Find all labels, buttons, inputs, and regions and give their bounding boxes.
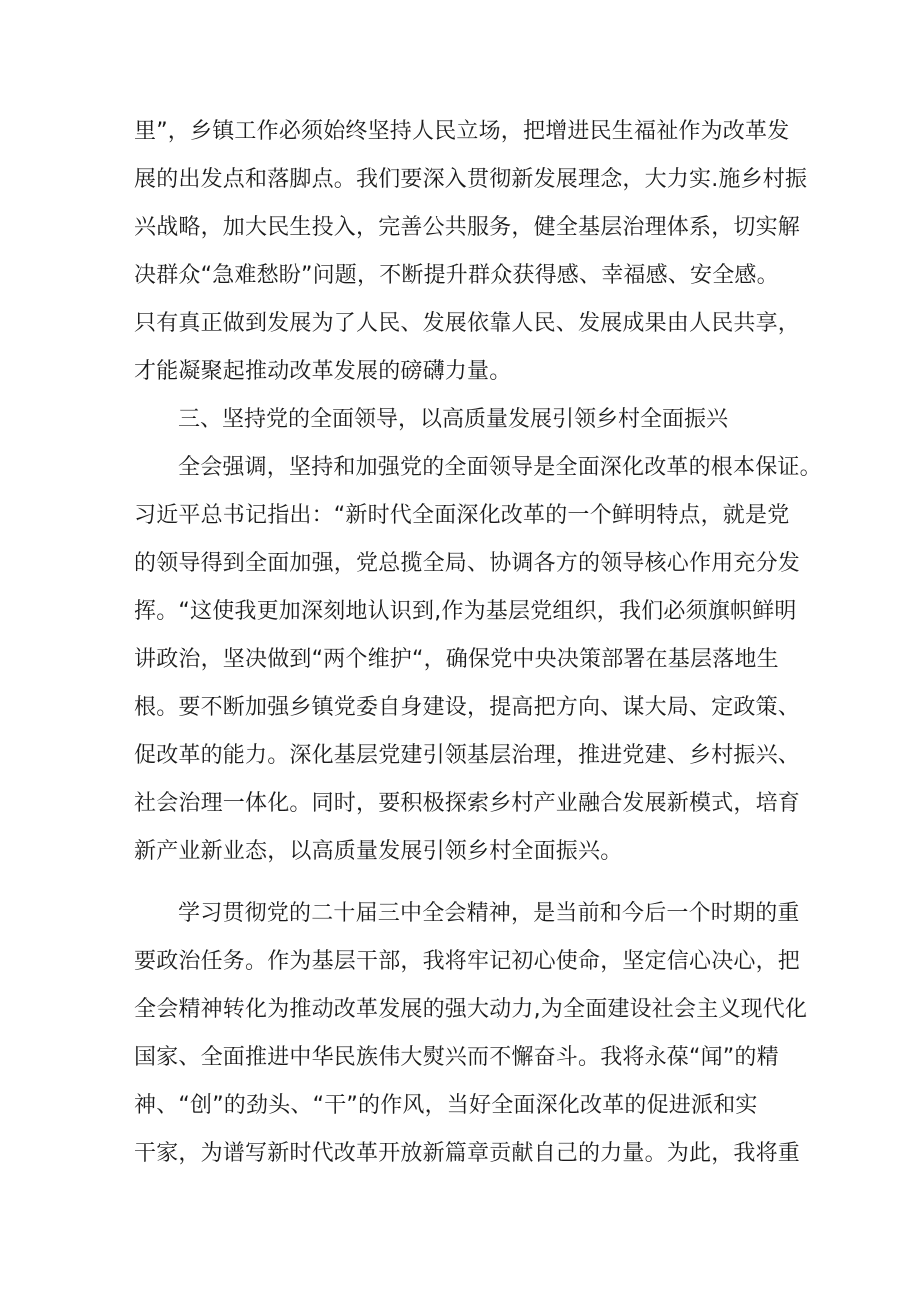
document-body	[134, 108, 822, 1178]
text-line: 兴战略，加大民生投入，完善公共服务，健全基层治理体系，切实解	[134, 215, 801, 240]
paragraph-gap	[134, 876, 794, 890]
text-line: 只有真正做到发展为了人民、发展依靠人民、发展成果由人民共享，	[134, 311, 801, 336]
text-line: 国家、全面推进中华民族伟大熨兴而不懈奋斗。我将永葆“闻”的精	[134, 1045, 779, 1070]
text-line: 才能凝聚起推动改革发展的磅礴力量。	[134, 359, 512, 384]
paragraph-people-centered	[134, 108, 808, 396]
text-line: 新产业新业态，以高质量发展引领乡村全面振兴。	[134, 839, 623, 864]
text-line: 促改革的能力。深化基层党建引领基层治理，推进党建、乡村振兴、	[134, 743, 801, 768]
text-line: 要政治任务。作为基层干部，我将牢记初心使命，坚定信心决心，把	[134, 949, 801, 974]
text-line: 学习贯彻党的二十届三中全会精神，是当前和今后一个时期的重	[178, 901, 800, 926]
text-line: 讲政治，坚决做到“两个维护“，确保党中央决策部署在基层落地生	[134, 647, 779, 672]
paragraph-party-leadership	[134, 444, 822, 876]
text-line: 的领导得到全面加强，党总揽全局、协调各方的领导核心作用充分发	[134, 551, 801, 576]
text-line: 社会治理一体化。同时，要积极探索乡村产业融合发展新模式，培育	[134, 791, 801, 816]
text-line: 干家，为谱写新时代改革开放新篇章贡献自己的力量。为此，我将重	[134, 1141, 801, 1166]
text-line: 全会精神转化为推动改革发展的强大动力,为全面建设社会主义现代化	[134, 997, 808, 1022]
section-heading: 三、坚持党的全面领导，以高质量发展引领乡村全面振兴	[178, 407, 729, 432]
text-line: 决群众“急难愁盼”问题，不断提升群众获得感、幸福感、安全感。	[134, 263, 779, 288]
paragraph-study-plenum	[134, 890, 808, 1178]
text-line: 神、“创”的劲头、“干”的作风，当好全面深化改革的促进派和实	[134, 1093, 758, 1118]
text-line: 挥。“这使我更加深刻地认识到,作为基层党组织，我们必须旗帜鲜明	[134, 599, 797, 624]
text-line: 展的出发点和落脚点。我们要深入贯彻新发展理念，大力实.施乡村振	[134, 167, 808, 192]
text-line: 全会强调，坚持和加强党的全面领导是全面深化改革的根本保证。	[178, 455, 822, 480]
text-line: 习近平总书记指出：“新时代全面深化改革的一个鲜明特点，就是党	[134, 503, 790, 528]
text-line: 根。要不断加强乡镇党委自身建设，提高把方向、谋大局、定政策、	[134, 695, 801, 720]
text-line: 里”，乡镇工作必须始终坚持人民立场，把增进民生福祉作为改革发	[134, 119, 790, 144]
